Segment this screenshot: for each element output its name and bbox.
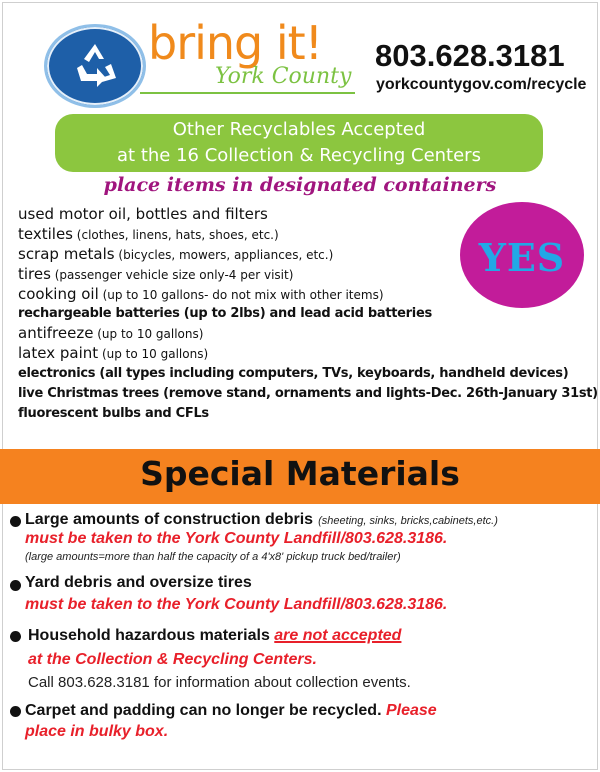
- special-4-red: place in bulky box.: [25, 723, 169, 740]
- header-rule: [140, 92, 355, 94]
- accepted-banner: [55, 114, 543, 172]
- list-item: tires (passenger vehicle size only-4 per visit): [18, 264, 294, 283]
- bullet-icon: [10, 580, 21, 591]
- special-title: Special Materials: [140, 454, 460, 493]
- logo: [44, 24, 146, 108]
- special-3-red-inline: are not accepted: [274, 627, 402, 644]
- special-2-heading: Yard debris and oversize tires: [25, 574, 252, 591]
- special-3-heading: Household hazardous materials: [28, 627, 275, 644]
- yes-badge: [460, 202, 584, 308]
- banner-line-2: at the 16 Collection & Recycling Centers: [117, 145, 481, 166]
- list-item: textiles (clothes, linens, hats, shoes, etc.): [18, 224, 279, 243]
- instruction-text: place items in designated containers: [103, 174, 497, 196]
- list-item: rechargeable batteries (up to 2lbs) and lead acid batteries: [18, 306, 432, 322]
- list-item: electronics (all types including computers, TVs, keyboards, handheld devices): [18, 366, 569, 382]
- website-url: yorkcountygov.com/recycle: [376, 76, 587, 93]
- special-1-red: must be taken to the York County Landfill/803.628.3186.: [25, 530, 448, 547]
- bullet-icon: [10, 706, 21, 717]
- special-3-red: at the Collection & Recycling Centers.: [28, 651, 317, 668]
- list-item: scrap metals (bicycles, mowers, appliances, etc.): [18, 244, 334, 263]
- phone-number: 803.628.3181: [375, 38, 565, 73]
- special-1-note: (sheeting, sinks, bricks,cabinets,etc.): [318, 515, 498, 527]
- special-3-plain: Call 803.628.3181 for information about collection events.: [28, 674, 411, 691]
- yes-label: YES: [478, 235, 566, 280]
- special-1-small: (large amounts=more than half the capacity of a 4'x8' pickup truck bed/trailer): [25, 551, 401, 563]
- list-item: used motor oil, bottles and filters: [18, 205, 268, 223]
- list-item: antifreeze (up to 10 gallons): [18, 324, 204, 343]
- special-materials-header: [0, 449, 600, 504]
- special-item-4: [25, 700, 437, 720]
- recycle-icon: [69, 40, 121, 92]
- banner-line-1: Other Recyclables Accepted: [172, 119, 426, 140]
- special-item-1: [25, 509, 498, 529]
- special-4-red-inline: Please: [385, 702, 437, 719]
- bullet-icon: [10, 631, 21, 642]
- county-name: York County: [215, 64, 352, 89]
- list-item: fluorescent bulbs and CFLs: [18, 405, 209, 421]
- list-item: latex paint (up to 10 gallons): [18, 344, 209, 363]
- list-item: live Christmas trees (remove stand, ornaments and lights-Dec. 26th-January 31st): [18, 386, 598, 402]
- list-item: cooking oil (up to 10 gallons- do not mix with other items): [18, 284, 384, 303]
- brand-title: bring it!: [148, 16, 323, 70]
- bullet-icon: [10, 516, 21, 527]
- special-4-heading: Carpet and padding can no longer be recycled.: [25, 702, 386, 719]
- special-2-red: must be taken to the York County Landfill/803.628.3186.: [25, 596, 448, 613]
- special-1-heading: Large amounts of construction debris: [25, 511, 314, 528]
- special-item-3: [28, 625, 401, 645]
